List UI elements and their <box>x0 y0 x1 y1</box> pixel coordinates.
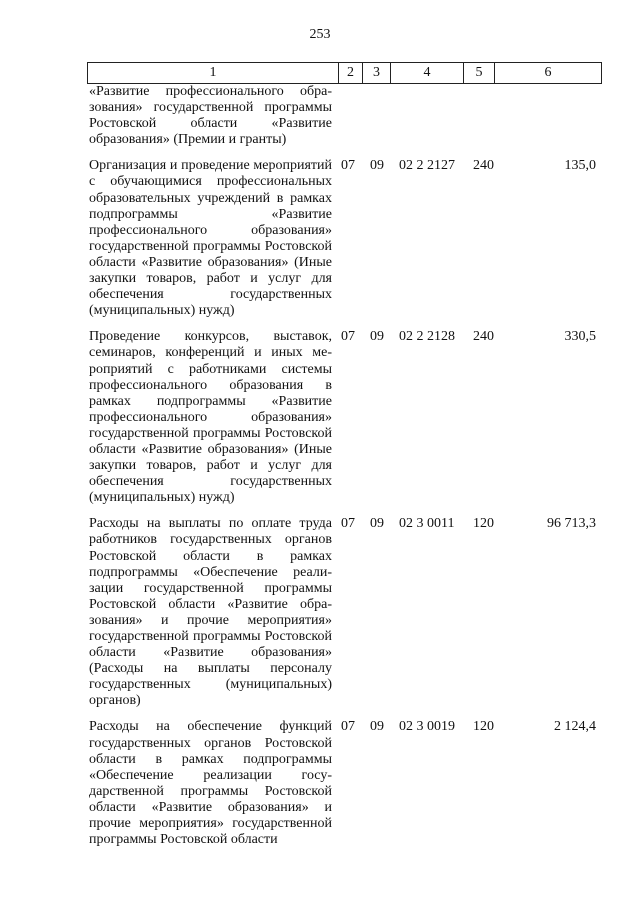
row-target-code: 02 3 0019 <box>399 719 455 735</box>
row-amount: 135,0 <box>564 158 596 174</box>
row-description: «Развитие профессионального образования» государственной программы Ростовской области «Развитие образования» (Премии и гранты) <box>89 84 332 148</box>
table-row <box>89 329 602 506</box>
row-amount: 2 124,4 <box>554 719 596 735</box>
row-target-code: 02 2 2127 <box>399 158 455 174</box>
row-subsection: 09 <box>370 158 384 174</box>
header-col-4: 4 <box>391 63 464 83</box>
row-amount: 96 713,3 <box>547 516 596 532</box>
row-amount: 330,5 <box>564 329 596 345</box>
row-subsection: 09 <box>370 329 384 345</box>
header-col-2: 2 <box>339 63 363 83</box>
header-col-1: 1 <box>88 63 339 83</box>
table-body <box>89 84 602 858</box>
row-description: Организация и проведение мероприятий с обучающимися профессиональных образовательных учреждений в рамках подпрограммы «Развитие профессионального образования» государственной программы Ростовской области «Развитие образования» (Иные закупки товаров, работ и услуг для обеспечения государственных (муниципальных) нужд) <box>89 158 332 319</box>
row-target-code: 02 3 0011 <box>399 516 455 532</box>
header-col-5: 5 <box>464 63 495 83</box>
row-expense-type: 240 <box>473 329 494 345</box>
row-section: 07 <box>341 516 355 532</box>
row-target-code: 02 2 2128 <box>399 329 455 345</box>
table-row <box>89 719 602 848</box>
row-section: 07 <box>341 719 355 735</box>
header-col-6: 6 <box>544 65 552 80</box>
table-row <box>89 84 602 148</box>
row-section: 07 <box>341 158 355 174</box>
row-description: Расходы на обеспечение функций государственных органов Ростовской области в рамках подпрограммы «Обеспечение реализации государственной программы Ростовской области «Развитие образования» и прочие мероприятия» государственной программы Ростовской области <box>89 719 332 848</box>
row-expense-type: 120 <box>473 719 494 735</box>
row-expense-type: 240 <box>473 158 494 174</box>
table-row <box>89 516 602 709</box>
page-number: 253 <box>309 27 331 42</box>
table-row <box>89 158 602 319</box>
row-description: Проведение конкурсов, выставок, семинаров, конференций и иных мероприятий с работниками системы профессионального образования в рамках подпрограммы «Развитие профессионального образования» государственной программы Ростовской области «Развитие образования» (Иные закупки товаров, работ и услуг для обеспечения государственных (муниципальных) нужд) <box>89 329 332 506</box>
row-subsection: 09 <box>370 516 384 532</box>
table-header <box>87 62 602 84</box>
row-subsection: 09 <box>370 719 384 735</box>
row-section: 07 <box>341 329 355 345</box>
row-description: Расходы на выплаты по оплате труда работников государственных органов Ростовской области в рамках подпрограммы «Обеспечение реализации государственной программы Ростовской области «Развитие образования» и прочие мероприятия» государственной программы Ростовской области «Развитие образования» (Расходы на выплаты персоналу государственных (муниципальных) органов) <box>89 516 332 709</box>
header-col-3: 3 <box>363 63 391 83</box>
row-expense-type: 120 <box>473 516 494 532</box>
